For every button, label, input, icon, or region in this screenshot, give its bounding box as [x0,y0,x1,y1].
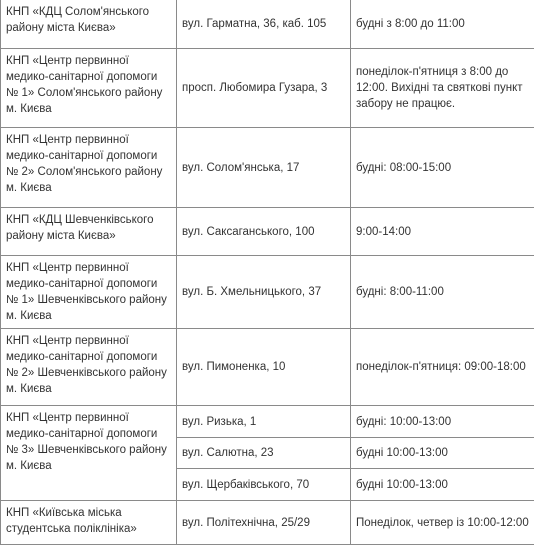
address-cell: вул. Ризька, 1 [177,406,351,438]
address-cell: вул. Політехнічна, 25/29 [177,501,351,545]
hours-cell: 9:00-14:00 [351,208,534,256]
org-cell: КНП «Центр первинної медико-санітарної допомоги № 2» Солом'янського району м. Києва [1,128,177,208]
hours-cell: будні 10:00-13:00 [351,469,534,501]
org-cell: КНП «Центр первинної медико-санітарної допомоги № 1» Солом'янського району м. Києва [1,49,177,128]
org-cell: КНП «КДЦ Шевченківського району міста Києва» [1,208,177,256]
table-row [1,256,534,329]
address-cell: вул. Салютна, 23 [177,438,351,469]
table-row [1,128,534,208]
hours-cell: будні з 8:00 до 11:00 [351,0,534,49]
table-row [1,406,534,438]
table-row [1,501,534,545]
hours-cell: будні: 10:00-13:00 [351,406,534,438]
address-cell: вул. Пимоненка, 10 [177,329,351,406]
address-cell: просп. Любомира Гузара, 3 [177,49,351,128]
org-cell: КНП «Центр первинної медико-санітарної допомоги № 2» Шевченківського району м. Києва [1,329,177,406]
org-cell: КНП «Центр первинної медико-санітарної допомоги № 3» Шевченківського району м. Києва [1,406,177,501]
table-row [1,49,534,128]
hours-cell: будні: 8:00-11:00 [351,256,534,329]
hours-cell: понеділок-п'ятниця з 8:00 до 12:00. Вихідні та святкові пункт забору не працює. [351,49,534,128]
hours-cell: понеділок-п'ятниця: 09:00-18:00 [351,329,534,406]
hours-cell: будні: 08:00-15:00 [351,128,534,208]
hours-cell: Понеділок, четвер із 10:00-12:00 [351,501,534,545]
address-cell: вул. Б. Хмельницького, 37 [177,256,351,329]
hours-cell: будні 10:00-13:00 [351,438,534,469]
address-cell: вул. Солом'янська, 17 [177,128,351,208]
table-row [1,0,534,49]
table-row [1,208,534,256]
org-cell: КНП «КДЦ Солом'янського району міста Києва» [1,0,177,49]
table-row [1,329,534,406]
address-cell: вул. Щербаківського, 70 [177,469,351,501]
org-cell: КНП «Київська міська студентська поліклініка» [1,501,177,545]
address-cell: вул. Гарматна, 36, каб. 105 [177,0,351,49]
address-cell: вул. Саксаганського, 100 [177,208,351,256]
org-cell: КНП «Центр первинної медико-санітарної допомоги № 1» Шевченківського району м. Києва [1,256,177,329]
